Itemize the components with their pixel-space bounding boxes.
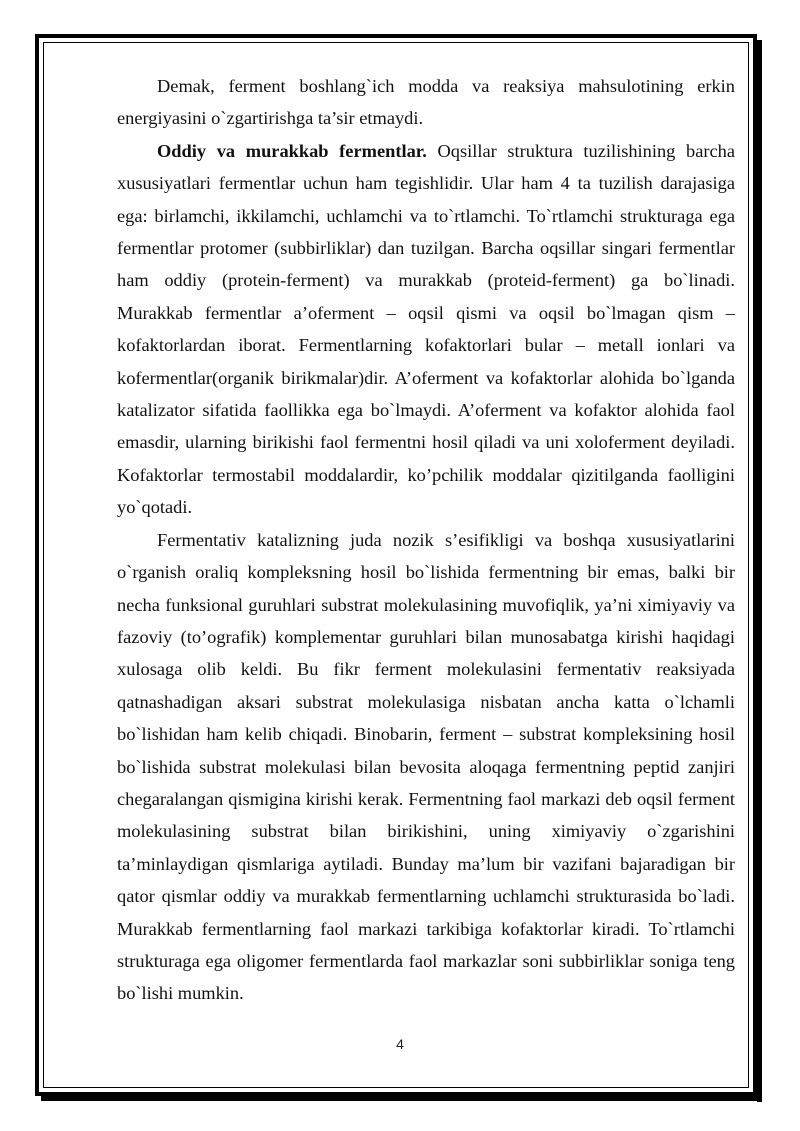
- page-border-shadow-bottom: [41, 1096, 762, 1101]
- paragraph-2: [117, 135, 735, 524]
- paragraph-3-text: Fermentativ katalizning juda nozik s’esifikligi va boshqa xususiyatlarini o`rganish oraliq kompleksning hosil bo`lishida fermentning bir emas, balki bir necha funksional guruhlari substrat molekulasining muvofiqlik, ya’ni ximiyaviy va fazoviy (to’ografik) komplementar guruhlari bilan munosabatga kirishi haqidagi xulosaga olib keldi. Bu fikr ferment molekulasini fermentativ reaksiyada qatnashadigan aksari substrat molekulasiga nisbatan ancha katta o`lchamli bo`lishidan ham kelib chiqadi. Binobarin, ferment – substrat kompleksining hosil bo`lishida substrat molekulasi bilan bevosita aloqaga fermentning peptid zanjiri chegaralangan qismigina kirishi kerak. Fermentning faol markazi deb oqsil ferment molekulasining substrat bilan birikishini, uning ximiyaviy o`zgarishini ta’minlaydigan qismlariga aytiladi. Bunday ma’lum bir vazifani bajaradigan bir qator qismlar oddiy va murakkab fermentlarning uchlamchi strukturasida bo`ladi. Murakkab fermentlarning faol markazi tarkibiga kofaktorlar kiradi. To`rtlamchi strukturaga ega oligomer fermentlarda faol markazlar soni subbirliklar soniga teng bo`lishi mumkin.: [117, 529, 735, 1004]
- document-body: [117, 70, 735, 1010]
- paragraph-1: [117, 70, 735, 135]
- paragraph-3: [117, 524, 735, 1010]
- paragraph-2-text: Oqsillar struktura tuzilishining barcha xususiyatlari fermentlar uchun ham tegishlidir. Ular ham 4 ta tuzilish darajasiga ega: birlamchi, ikkilamchi, uchlamchi va to`rtlamchi. To`rtlamchi strukturaga ega fermentlar protomer (subbirliklar) dan tuzilgan. Barcha oqsillar singari fermentlar ham oddiy (protein-ferment) va murakkab (proteid-ferment) ga bo`linadi. Murakkab fermentlar a’oferment – oqsil qismi va oqsil bo`lmagan qism – kofaktorlardan iborat. Fermentlarning kofaktorlari bular – metall ionlari va kofermentlar(organik birikmalar)dir. A’oferment va kofaktorlar alohida bo`lganda katalizator sifatida faollikka ega bo`lmaydi. A’oferment va kofaktor alohida faol emasdir, ularning birikishi faol fermentni hosil qiladi va uni xoloferment deyiladi. Kofaktorlar termostabil moddalardir, ko’pchilik moddalar qizitilganda faolligini yo`qotadi.: [117, 140, 735, 518]
- section-heading: Oddiy va murakkab fermentlar.: [157, 140, 427, 161]
- paragraph-1-text: Demak, ferment boshlang`ich modda va reaksiya mahsulotining erkin energiyasini o`zgartirishga ta’sir etmaydi.: [117, 76, 735, 129]
- page-border-shadow-right: [757, 40, 762, 1102]
- page-number: 4: [396, 1036, 404, 1052]
